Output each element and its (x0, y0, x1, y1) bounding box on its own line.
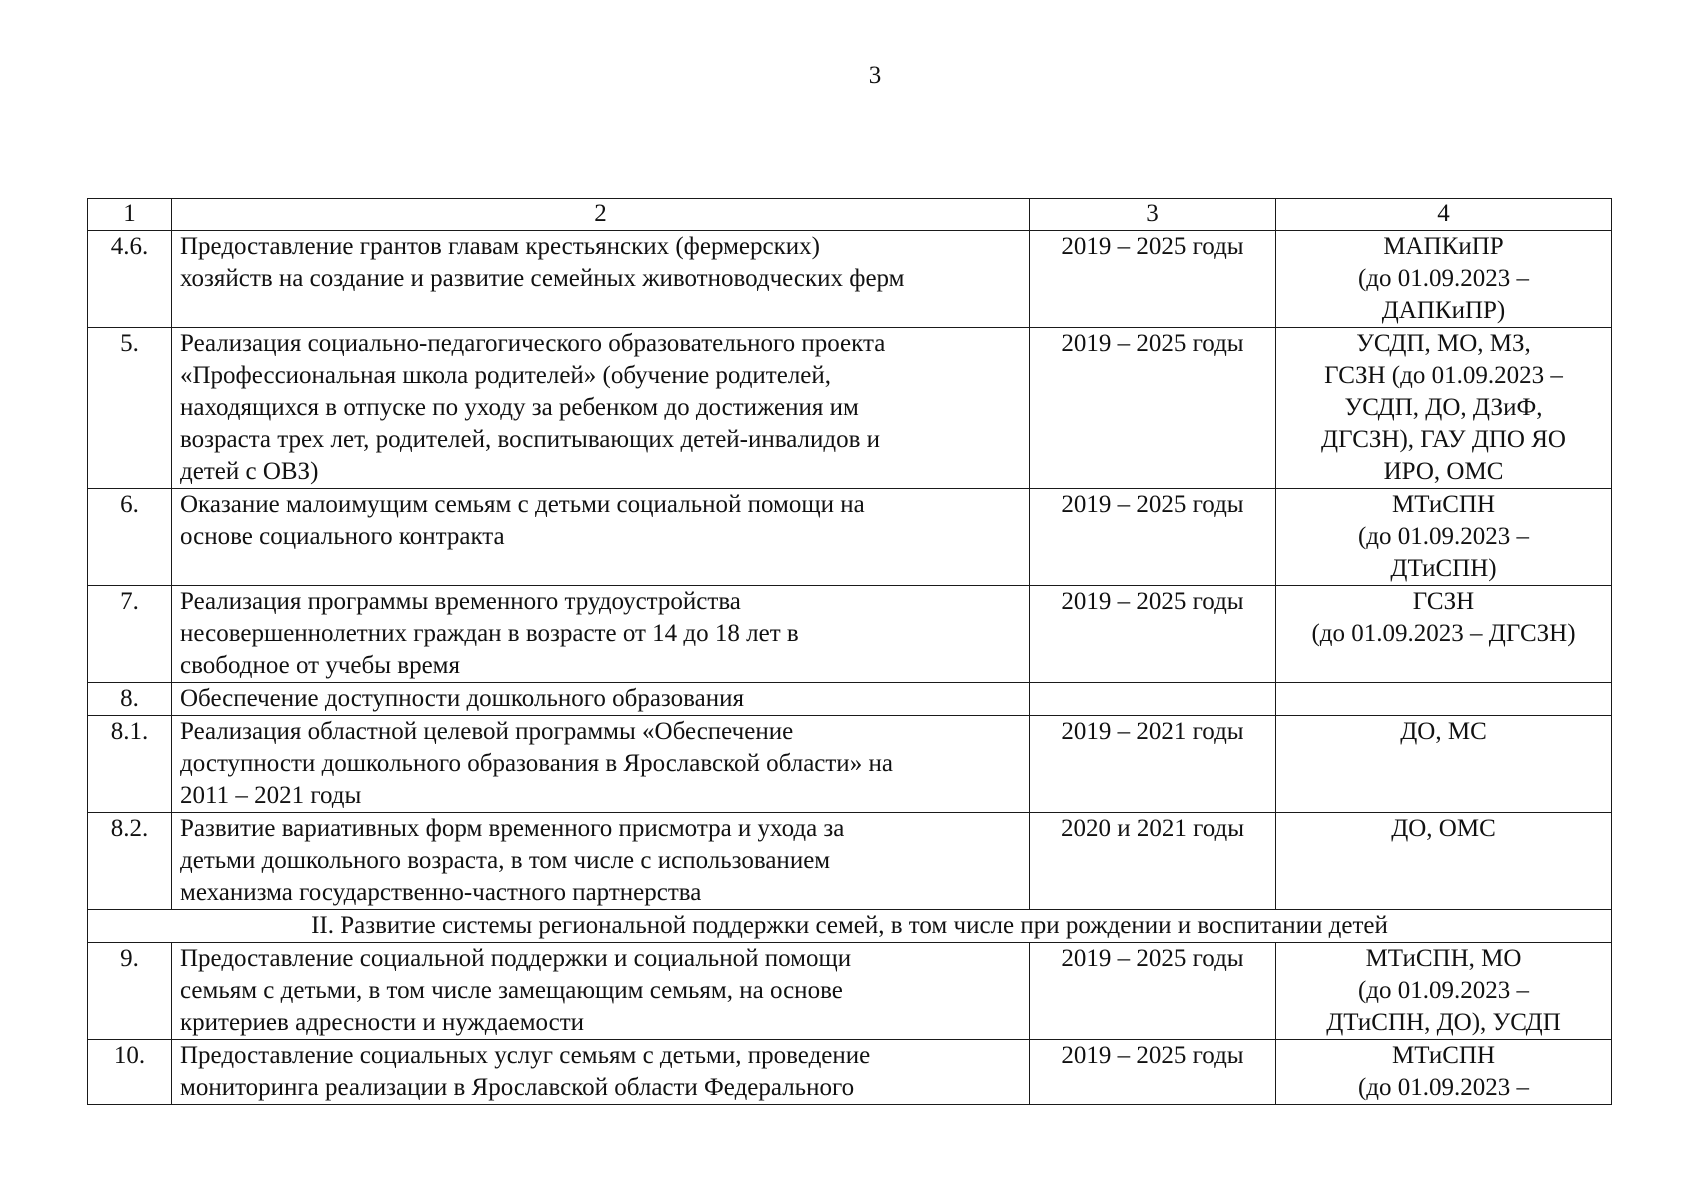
period-cell: 2019 – 2025 годы (1030, 943, 1276, 1040)
executor-line: (до 01.09.2023 – ДГСЗН) (1311, 620, 1576, 647)
period-cell: 2020 и 2021 годы (1030, 813, 1276, 910)
activity-line: 2011 – 2021 годы (180, 782, 362, 809)
table-row (88, 231, 1612, 328)
activity-line: мониторинга реализации в Ярославской области Федерального (180, 1074, 855, 1101)
table-row (88, 943, 1612, 1040)
period-cell: 2019 – 2025 годы (1030, 231, 1276, 328)
activity-line: Реализация областной целевой программы «Обеспечение (180, 718, 794, 745)
activity-cell (172, 328, 1030, 489)
table-row (88, 716, 1612, 813)
column-header: 2 (172, 199, 1030, 231)
activity-line: находящихся в отпуске по уходу за ребенком до достижения им (180, 394, 859, 421)
executor-line: (до 01.09.2023 – (1357, 523, 1530, 550)
executor-cell (1276, 489, 1612, 586)
column-header: 1 (88, 199, 172, 231)
activity-cell (172, 586, 1030, 683)
period-cell: 2019 – 2021 годы (1030, 716, 1276, 813)
activity-cell (172, 231, 1030, 328)
activity-line: детей с ОВЗ) (180, 458, 319, 485)
activity-line: доступности дошкольного образования в Ярославской области» на (180, 750, 893, 777)
executor-line: ДО, МС (1400, 718, 1487, 745)
executor-line: ДО, ОМС (1391, 815, 1496, 842)
activity-line: Оказание малоимущим семьям с детьми социальной помощи на (180, 491, 865, 518)
period-cell: 2019 – 2025 годы (1030, 586, 1276, 683)
row-number: 8. (88, 683, 172, 716)
executor-cell (1276, 231, 1612, 328)
activity-cell (172, 683, 1030, 716)
activity-line: возраста трех лет, родителей, воспитывающих детей-инвалидов и (180, 426, 881, 453)
column-header: 3 (1030, 199, 1276, 231)
table-header-row (88, 199, 1612, 231)
activity-line: детьми дошкольного возраста, в том числе с использованием (180, 847, 831, 874)
activity-line: критериев адресности и нуждаемости (180, 1009, 585, 1036)
page-number: 3 (868, 62, 882, 89)
executor-cell (1276, 586, 1612, 683)
executor-cell (1276, 716, 1612, 813)
row-number: 7. (88, 586, 172, 683)
executor-cell (1276, 1040, 1612, 1105)
activity-line: Обеспечение доступности дошкольного образования (180, 685, 744, 712)
table-row (88, 586, 1612, 683)
activity-line: механизма государственно-частного партнерства (180, 879, 702, 906)
executor-line: МАПКиПР (1383, 233, 1504, 260)
row-number: 5. (88, 328, 172, 489)
section-row (88, 910, 1612, 943)
activity-line: свободное от учебы время (180, 652, 460, 679)
activity-line: «Профессиональная школа родителей» (обучение родителей, (180, 362, 832, 389)
activity-cell (172, 716, 1030, 813)
activity-line: основе социального контракта (180, 523, 505, 550)
period-cell: 2019 – 2025 годы (1030, 489, 1276, 586)
activity-cell (172, 489, 1030, 586)
row-number: 9. (88, 943, 172, 1040)
row-number: 8.2. (88, 813, 172, 910)
executor-line: (до 01.09.2023 – (1357, 1074, 1530, 1101)
executor-cell (1276, 328, 1612, 489)
row-number: 10. (88, 1040, 172, 1105)
table-row (88, 813, 1612, 910)
section-heading: II. Развитие системы региональной поддержки семей, в том числе при рождении и воспитании детей (88, 910, 1612, 943)
executor-line: МТиСПН (1391, 491, 1496, 518)
executor-line: ГСЗН (до 01.09.2023 – (1324, 362, 1563, 389)
executor-cell (1276, 943, 1612, 1040)
executor-line: ДТиСПН) (1390, 555, 1497, 582)
executor-line: МТиСПН (1391, 1042, 1496, 1069)
row-number: 8.1. (88, 716, 172, 813)
executor-line: ДТиСПН, ДО), УСДП (1326, 1009, 1561, 1036)
activity-line: семьям с детьми, в том числе замещающим семьям, на основе (180, 977, 843, 1004)
row-number: 4.6. (88, 231, 172, 328)
period-cell (1030, 683, 1276, 716)
executor-line: ГСЗН (1412, 588, 1475, 615)
table-row (88, 683, 1612, 716)
executor-cell (1276, 683, 1612, 716)
activity-line: Реализация программы временного трудоустройства (180, 588, 741, 615)
activity-line: хозяйств на создание и развитие семейных животноводческих ферм (180, 265, 905, 292)
period-cell: 2019 – 2025 годы (1030, 1040, 1276, 1105)
executor-line: УСДП, МО, МЗ, (1356, 330, 1531, 357)
executor-line: УСДП, ДО, ДЗиФ, (1344, 394, 1543, 421)
executor-line: (до 01.09.2023 – (1357, 977, 1530, 1004)
activity-line: Предоставление социальных услуг семьям с детьми, проведение (180, 1042, 871, 1069)
activity-cell (172, 943, 1030, 1040)
executor-line: ДАПКиПР) (1381, 297, 1506, 324)
activity-line: Реализация социально-педагогического образовательного проекта (180, 330, 886, 357)
executor-line: ДГСЗН), ГАУ ДПО ЯО (1321, 426, 1566, 453)
table-row (88, 489, 1612, 586)
activity-cell (172, 813, 1030, 910)
activity-line: Предоставление грантов главам крестьянских (фермерских) (180, 233, 820, 260)
executor-line: ИРО, ОМС (1383, 458, 1504, 485)
table-row (88, 328, 1612, 489)
activity-line: несовершеннолетних граждан в возрасте от 14 до 18 лет в (180, 620, 799, 647)
activity-line: Предоставление социальной поддержки и социальной помощи (180, 945, 852, 972)
row-number: 6. (88, 489, 172, 586)
table-row (88, 1040, 1612, 1105)
plan-table (87, 198, 1612, 1105)
column-header: 4 (1276, 199, 1612, 231)
executor-line: (до 01.09.2023 – (1357, 265, 1530, 292)
period-cell: 2019 – 2025 годы (1030, 328, 1276, 489)
executor-line: МТиСПН, МО (1365, 945, 1522, 972)
activity-cell (172, 1040, 1030, 1105)
executor-cell (1276, 813, 1612, 910)
activity-line: Развитие вариативных форм временного присмотра и ухода за (180, 815, 845, 842)
